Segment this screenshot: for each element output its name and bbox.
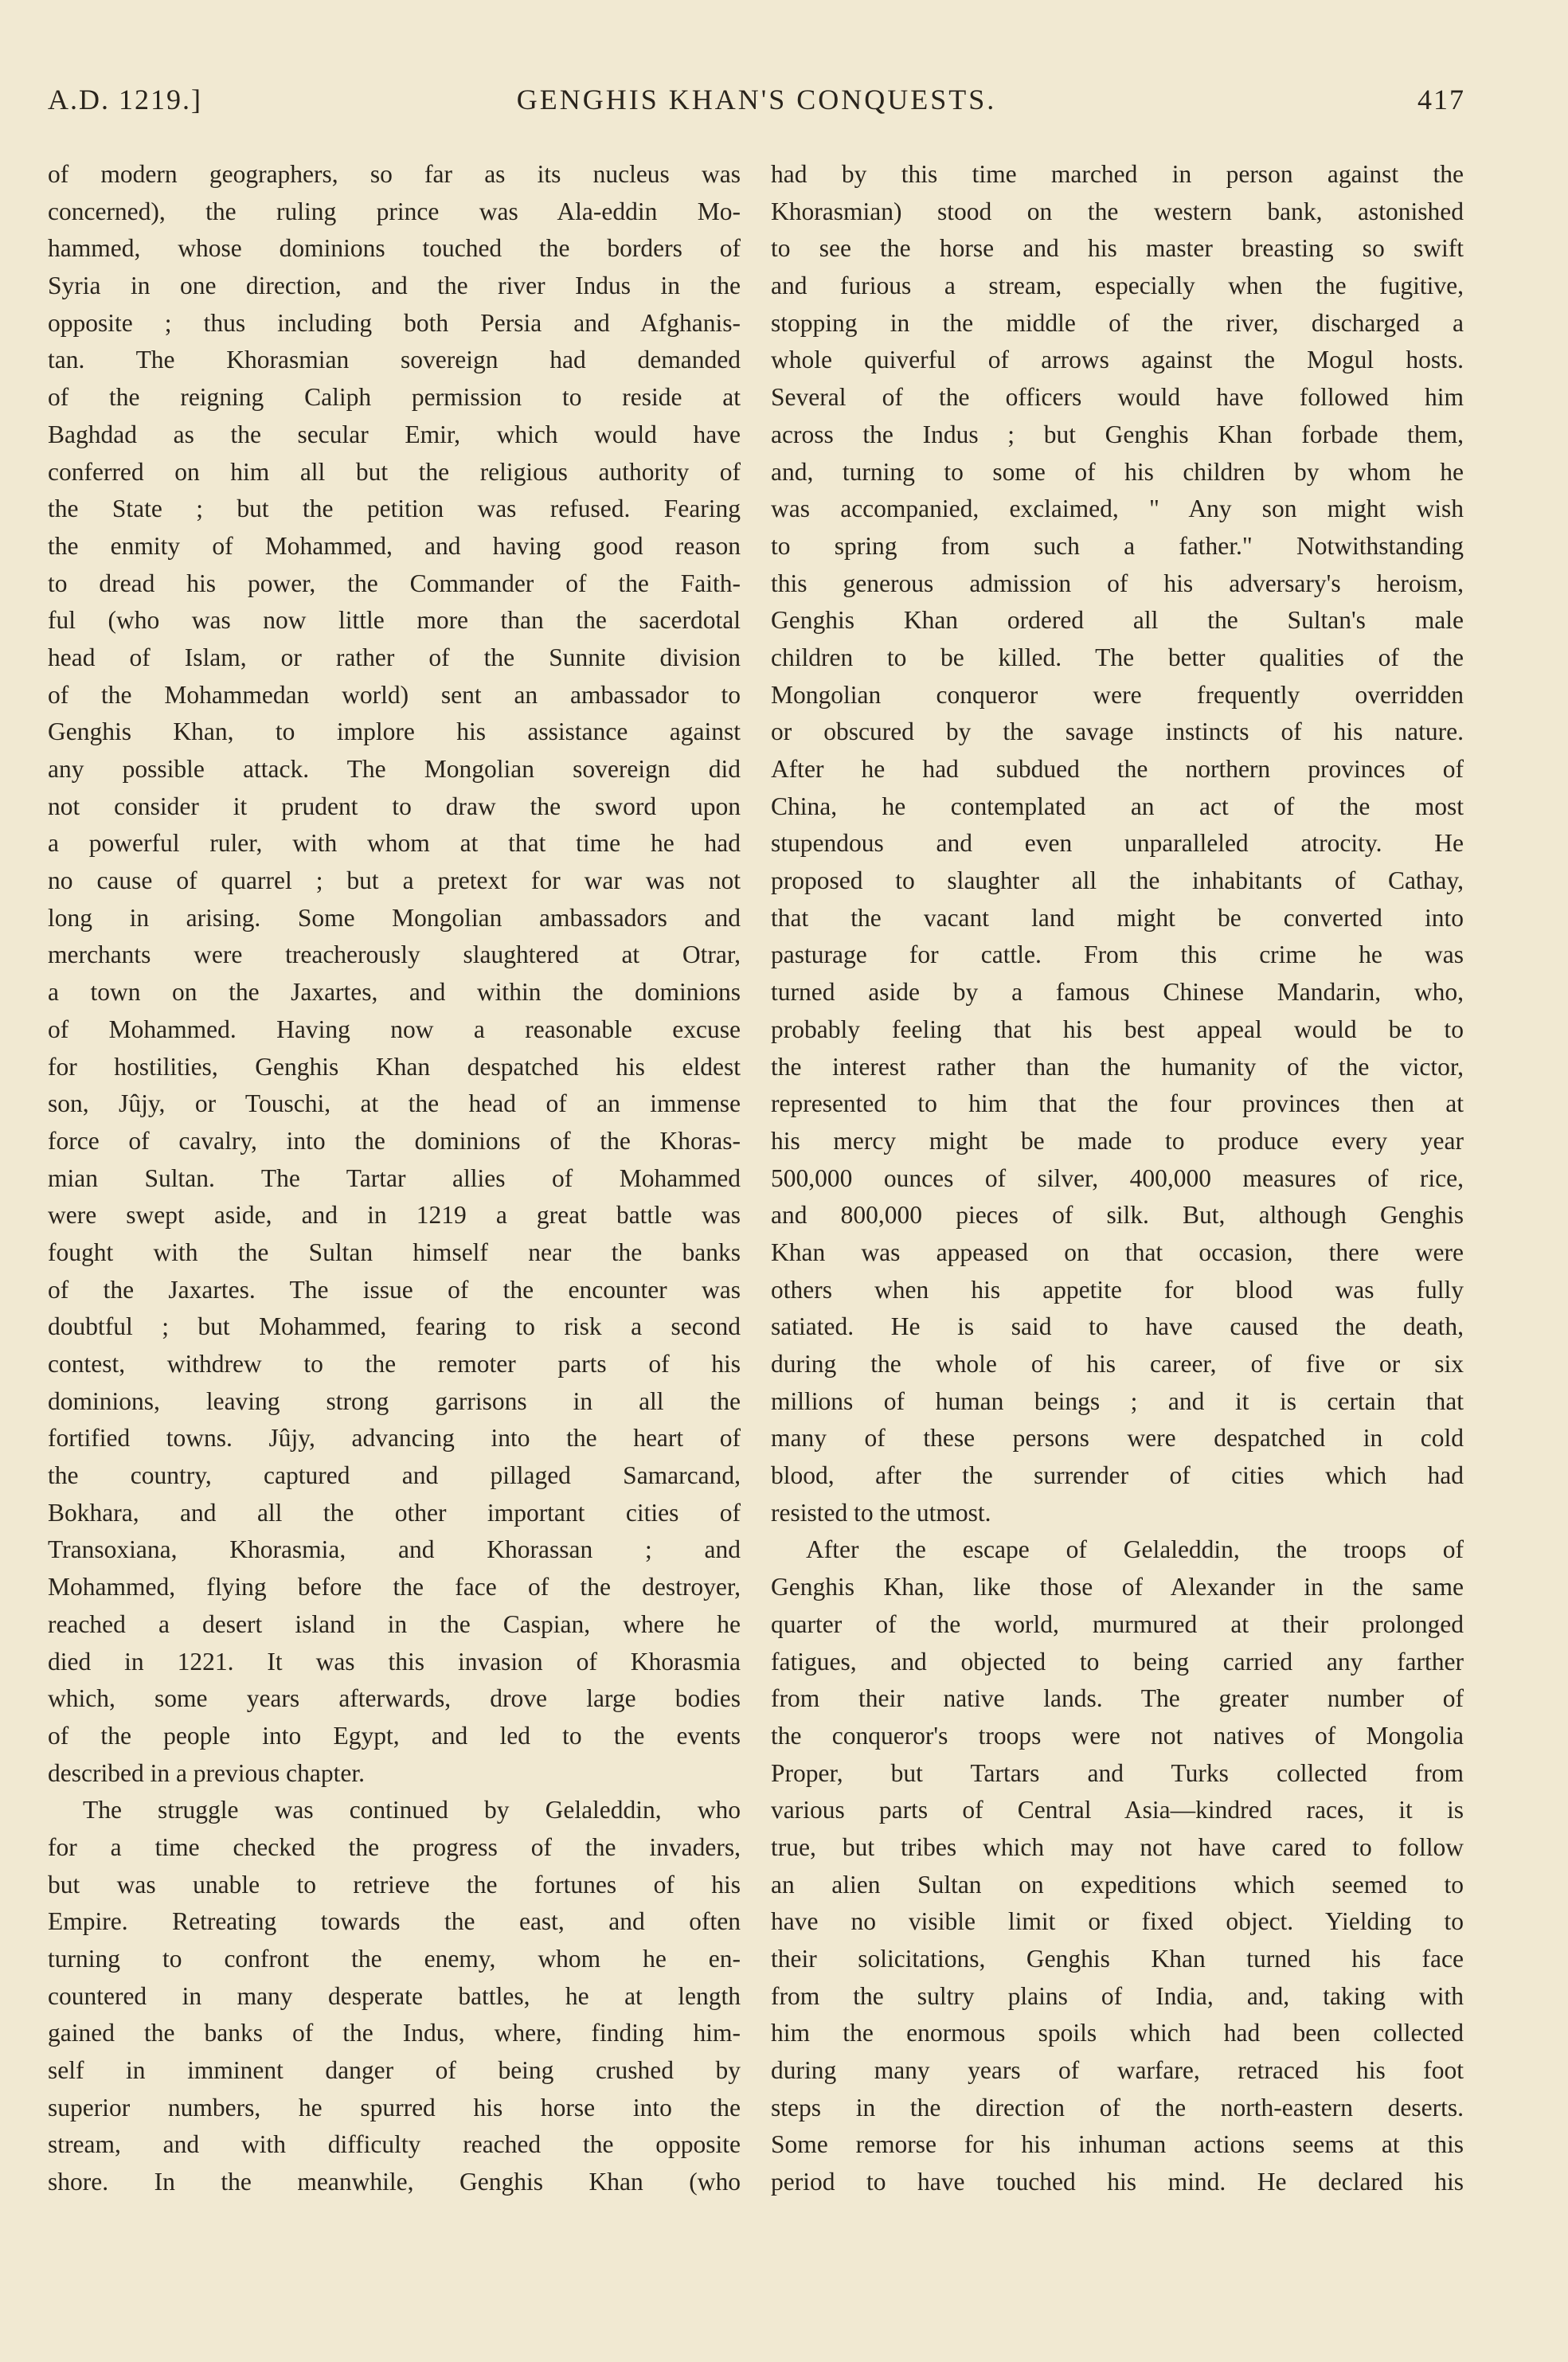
text-line: Bokhara, and all the other important cities of — [48, 1498, 741, 1527]
text-line: and 800,000 pieces of silk. But, although Genghis — [771, 1201, 1464, 1230]
text-line: Mongolian conqueror were frequently overridden — [771, 680, 1464, 709]
text-line: whole quiverful of arrows against the Mogul hosts. — [771, 346, 1464, 374]
text-line: reached a desert island in the Caspian, where he — [48, 1609, 741, 1638]
right-column — [771, 156, 1464, 2201]
text-line: blood, after the surrender of cities which had — [771, 1461, 1464, 1490]
text-line: true, but tribes which may not have cared to follow — [771, 1832, 1464, 1861]
text-line: period to have touched his mind. He declared his — [771, 2168, 1464, 2196]
running-head-title: GENGHIS KHAN'S CONQUESTS. — [516, 84, 997, 115]
text-line: of the Jaxartes. The issue of the encounter was — [48, 1275, 741, 1304]
text-line: the enmity of Mohammed, and having good reason — [48, 531, 741, 560]
text-line: him the enormous spoils which had been collected — [771, 2019, 1464, 2047]
text-line: described in a previous chapter. — [48, 1758, 365, 1787]
text-line: from their native lands. The greater number of — [771, 1684, 1464, 1713]
text-line: concerned), the ruling prince was Ala-eddin Mo- — [48, 197, 741, 225]
text-line: turned aside by a famous Chinese Mandarin, who, — [771, 978, 1464, 1007]
text-line: not consider it prudent to draw the sword upon — [48, 792, 741, 820]
text-line: across the Indus ; but Genghis Khan forbade them, — [771, 420, 1464, 448]
text-line: various parts of Central Asia—kindred races, it is — [771, 1796, 1464, 1824]
text-line: conferred on him all but the religious authority of — [48, 457, 741, 486]
text-line: this generous admission of his adversary's heroism, — [771, 569, 1464, 597]
text-line: which, some years afterwards, drove large bodies — [48, 1684, 741, 1713]
text-line: had by this time marched in person against the — [771, 160, 1464, 188]
text-line: pasturage for cattle. From this crime he was — [771, 940, 1464, 969]
text-line: the State ; but the petition was refused. Fearing — [48, 495, 741, 523]
text-line: Some remorse for his inhuman actions seems at this — [771, 2130, 1464, 2159]
text-line: or obscured by the savage instincts of his nature. — [771, 718, 1464, 746]
text-line: from the sultry plains of India, and, taking with — [771, 1981, 1464, 2010]
left-column — [48, 156, 741, 2201]
text-line: an alien Sultan on expeditions which seemed to — [771, 1870, 1464, 1899]
text-line: his mercy might be made to produce every year — [771, 1126, 1464, 1155]
text-line: were swept aside, and in 1219 a great battle was — [48, 1201, 741, 1230]
text-line: 500,000 ounces of silver, 400,000 measures of rice, — [771, 1163, 1464, 1192]
text-line: contest, withdrew to the remoter parts of his — [48, 1350, 741, 1378]
text-line: long in arising. Some Mongolian ambassadors and — [48, 903, 741, 932]
text-line: China, he contemplated an act of the most — [771, 792, 1464, 820]
text-line: of the reigning Caliph permission to reside at — [48, 383, 741, 412]
text-line: resisted to the utmost. — [771, 1498, 991, 1527]
text-line: Transoxiana, Khorasmia, and Khorassan ; and — [48, 1535, 741, 1564]
text-line: for hostilities, Genghis Khan despatched his eldest — [48, 1052, 741, 1081]
text-line: Khorasmian) stood on the western bank, astonished — [771, 197, 1464, 225]
text-line: for a time checked the progress of the invaders, — [48, 1832, 741, 1861]
text-line: dominions, leaving strong garrisons in all the — [48, 1386, 741, 1415]
text-line: the interest rather than the humanity of the victor, — [771, 1052, 1464, 1081]
text-line: force of cavalry, into the dominions of the Khoras- — [48, 1126, 741, 1155]
text-line: others when his appetite for blood was fully — [771, 1275, 1464, 1304]
text-line: opposite ; thus including both Persia and Afghanis- — [48, 308, 741, 337]
text-line: shore. In the meanwhile, Genghis Khan (who — [48, 2168, 741, 2196]
text-line: to dread his power, the Commander of the Faith- — [48, 569, 741, 597]
text-line: The struggle was continued by Gelaleddin, who — [83, 1796, 741, 1824]
text-line: proposed to slaughter all the inhabitants of Cathay, — [771, 866, 1464, 895]
text-line: of modern geographers, so far as its nucleus was — [48, 160, 741, 188]
text-line: Several of the officers would have followed him — [771, 383, 1464, 412]
text-line: satiated. He is said to have caused the death, — [771, 1312, 1464, 1341]
text-line: Khan was appeased on that occasion, there were — [771, 1238, 1464, 1266]
text-line: steps in the direction of the north-eastern deserts. — [771, 2093, 1464, 2121]
text-line: to see the horse and his master breasting so swift — [771, 234, 1464, 263]
text-line: died in 1221. It was this invasion of Khorasmia — [48, 1647, 741, 1676]
text-line: the country, captured and pillaged Samarcand, — [48, 1461, 741, 1490]
text-line: and, turning to some of his children by whom he — [771, 457, 1464, 486]
text-line: tan. The Khorasmian sovereign had demanded — [48, 346, 741, 374]
text-line: during the whole of his career, of five or six — [771, 1350, 1464, 1378]
text-line: ful (who was now little more than the sacerdotal — [48, 606, 741, 635]
text-line: Empire. Retreating towards the east, and often — [48, 1907, 741, 1936]
text-line: quarter of the world, murmured at their prolonged — [771, 1609, 1464, 1638]
text-line: no cause of quarrel ; but a pretext for war was not — [48, 866, 741, 895]
text-line: probably feeling that his best appeal would be to — [771, 1015, 1464, 1043]
text-line: mian Sultan. The Tartar allies of Mohammed — [48, 1163, 741, 1192]
text-line: children to be killed. The better qualities of the — [771, 643, 1464, 671]
text-line: represented to him that the four provinces then at — [771, 1089, 1464, 1118]
text-line: millions of human beings ; and it is certain that — [771, 1386, 1464, 1415]
text-line: Syria in one direction, and the river Indus in the — [48, 272, 741, 300]
text-line: Baghdad as the secular Emir, which would have — [48, 420, 741, 448]
text-line: self in imminent danger of being crushed by — [48, 2056, 741, 2085]
text-line: Mohammed, flying before the face of the destroyer, — [48, 1573, 741, 1601]
running-head-date: A.D. 1219.] — [48, 84, 202, 115]
text-line: stream, and with difficulty reached the opposite — [48, 2130, 741, 2159]
text-line: a town on the Jaxartes, and within the dominions — [48, 978, 741, 1007]
text-line: head of Islam, or rather of the Sunnite division — [48, 643, 741, 671]
text-line: Proper, but Tartars and Turks collected from — [771, 1758, 1464, 1787]
text-line: have no visible limit or fixed object. Yielding to — [771, 1907, 1464, 1936]
text-line: that the vacant land might be converted into — [771, 903, 1464, 932]
text-line: Genghis Khan ordered all the Sultan's male — [771, 606, 1464, 635]
text-line: hammed, whose dominions touched the borders of — [48, 234, 741, 263]
text-line: doubtful ; but Mohammed, fearing to risk a second — [48, 1312, 741, 1341]
text-line: during many years of warfare, retraced his foot — [771, 2056, 1464, 2085]
text-line: After the escape of Gelaleddin, the troops of — [806, 1535, 1464, 1564]
text-line: to spring from such a father." Notwithstanding — [771, 531, 1464, 560]
text-line: of the Mohammedan world) sent an ambassador to — [48, 680, 741, 709]
page-number: 417 — [1417, 84, 1465, 115]
text-line: and furious a stream, especially when the fugitive, — [771, 272, 1464, 300]
text-line: their solicitations, Genghis Khan turned his face — [771, 1945, 1464, 1973]
running-head — [48, 83, 1465, 131]
text-line: any possible attack. The Mongolian sovereign did — [48, 755, 741, 783]
text-line: the conqueror's troops were not natives of Mongolia — [771, 1721, 1464, 1750]
text-line: many of these persons were despatched in cold — [771, 1424, 1464, 1453]
text-line: merchants were treacherously slaughtered at Otrar, — [48, 940, 741, 969]
text-line: gained the banks of the Indus, where, finding him- — [48, 2019, 741, 2047]
text-line: stopping in the middle of the river, discharged a — [771, 308, 1464, 337]
text-line: son, Jûjy, or Touschi, at the head of an immense — [48, 1089, 741, 1118]
text-line: fatigues, and objected to being carried any farther — [771, 1647, 1464, 1676]
text-line: a powerful ruler, with whom at that time he had — [48, 829, 741, 858]
text-line: fortified towns. Jûjy, advancing into the heart of — [48, 1424, 741, 1453]
text-line: Genghis Khan, to implore his assistance against — [48, 718, 741, 746]
text-line: turning to confront the enemy, whom he en- — [48, 1945, 741, 1973]
text-line: superior numbers, he spurred his horse into the — [48, 2093, 741, 2121]
text-line: fought with the Sultan himself near the banks — [48, 1238, 741, 1266]
text-line: Genghis Khan, like those of Alexander in the same — [771, 1573, 1464, 1601]
text-line: After he had subdued the northern provinces of — [771, 755, 1464, 783]
text-line: of Mohammed. Having now a reasonable excuse — [48, 1015, 741, 1043]
text-line: was accompanied, exclaimed, " Any son might wish — [771, 495, 1464, 523]
text-line: but was unable to retrieve the fortunes of his — [48, 1870, 741, 1899]
text-line: of the people into Egypt, and led to the events — [48, 1721, 741, 1750]
text-line: countered in many desperate battles, he at length — [48, 1981, 741, 2010]
text-line: stupendous and even unparalleled atrocity. He — [771, 829, 1464, 858]
